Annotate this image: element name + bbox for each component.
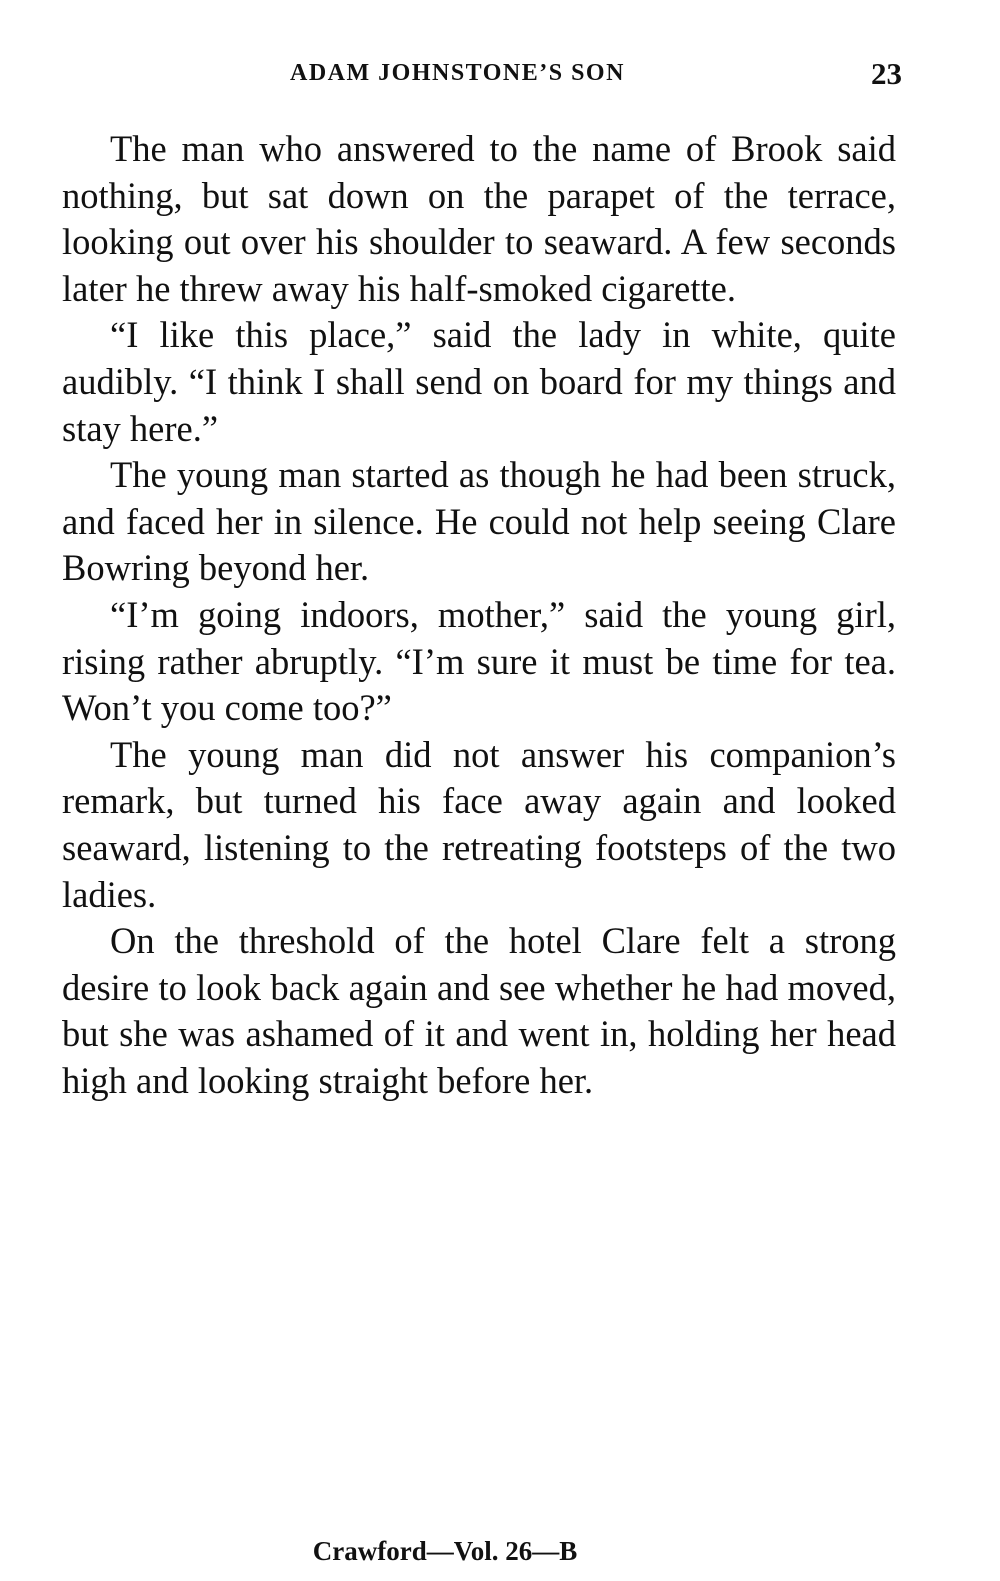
printer-signature xyxy=(0,1536,1000,1567)
page-number: 23 xyxy=(871,56,902,91)
paragraph: “I’m going indoors, mother,” said the young girl, rising rather abruptly. “I’m sure it must be time for tea. Won’t you come too?” xyxy=(62,593,896,729)
text-body xyxy=(62,126,896,1104)
running-head xyxy=(0,56,1000,100)
paragraph: The young man started as though he had been struck, and faced her in silence. He could not help seeing Clare Bowring beyond her. xyxy=(62,454,896,589)
signature-mark: Crawford—Vol. 26—B xyxy=(312,1536,578,1566)
paragraph: On the threshold of the hotel Clare felt a strong desire to look back again and see whether he had moved, but she was ashamed of it and went in, holding her head high and looking straight before her. xyxy=(62,920,896,1101)
running-title: ADAM JOHNSTONE’S SON xyxy=(290,60,625,86)
paragraph: The young man did not answer his companion’s remark, but turned his face away again and looked seaward, listening to the retreating footsteps of the two ladies. xyxy=(62,733,896,915)
paragraph: “I like this place,” said the lady in white, quite audibly. “I think I shall send on board for my things and stay here.” xyxy=(62,314,896,449)
paragraph: The man who answered to the name of Brook said nothing, but sat down on the parapet of the terrace, looking out over his shoulder to seaward. A few seconds later he threw away his half-smoked cigarette. xyxy=(62,128,896,309)
